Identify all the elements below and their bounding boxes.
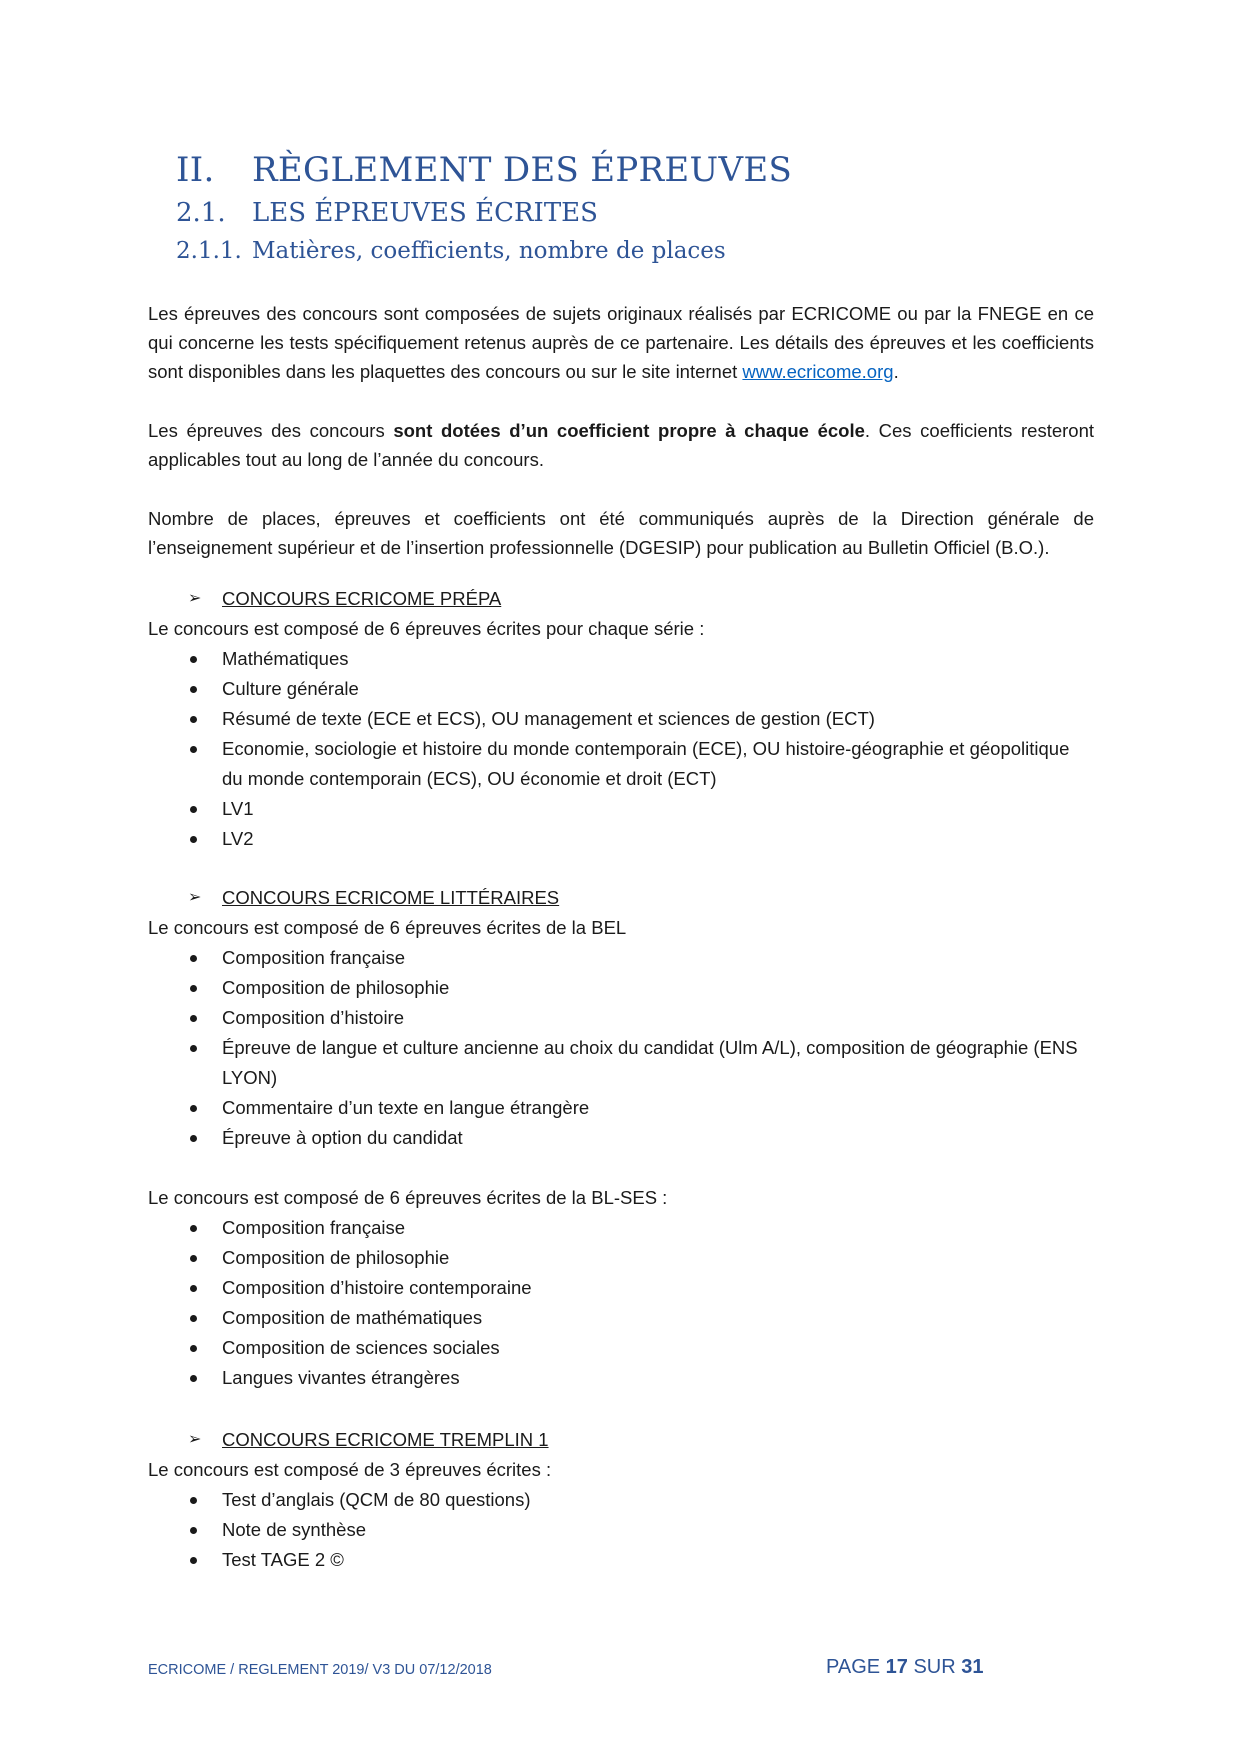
heading-level-2 [176, 198, 598, 228]
bullet-icon [190, 1255, 197, 1262]
list-item-text: Economie, sociologie et histoire du monde contemporain (ECE), OU histoire-géographie et géopolitique du monde contemporain (ECS), OU économie et droit (ECT) [222, 738, 1070, 789]
bullet-icon [190, 746, 197, 753]
list-item [148, 644, 1094, 674]
section-prepa [148, 584, 1094, 854]
paragraph-end: . [893, 361, 899, 382]
bullet-icon [190, 1015, 197, 1022]
section-tremplin [148, 1425, 1094, 1575]
list-item [148, 1545, 1094, 1575]
list-item [148, 1303, 1094, 1333]
list-item-text: Composition de sciences sociales [222, 1337, 500, 1358]
list-item [148, 943, 1094, 973]
arrow-bullet-icon: ➢ [188, 1431, 202, 1448]
paragraph-bold-text: sont dotées d’un coefficient propre à chaque école [393, 420, 865, 441]
arrow-bullet-icon: ➢ [188, 889, 202, 906]
footer-document-ref: ECRICOME / REGLEMENT 2019/ V3 DU 07/12/2018 [148, 1662, 492, 1678]
heading-number: 2.1.1. [176, 238, 242, 264]
list-item [148, 734, 1094, 794]
bullet-icon [190, 1045, 197, 1052]
total-pages: 31 [961, 1656, 984, 1678]
list-item-text: Composition d’histoire [222, 1007, 405, 1028]
section-intro: Le concours est composé de 3 épreuves écrites : [148, 1459, 552, 1480]
heading-number: 2.1. [176, 198, 226, 228]
list-item [148, 1033, 1094, 1093]
exam-list [148, 1485, 1094, 1575]
bullet-icon [190, 806, 197, 813]
heading-text: Matières, coefficients, nombre de places [252, 238, 726, 264]
list-item-text: Mathématiques [222, 648, 349, 669]
section-intro: Le concours est composé de 6 épreuves écrites de la BL-SES : [148, 1187, 668, 1208]
paragraph-coefficients [148, 416, 1094, 474]
list-item-text: Note de synthèse [222, 1519, 366, 1540]
heading-text: RÈGLEMENT DES ÉPREUVES [252, 150, 793, 190]
section-intro: Le concours est composé de 6 épreuves écrites pour chaque série : [148, 618, 705, 639]
paragraph-places: Nombre de places, épreuves et coefficients ont été communiqués auprès de la Direction générale de l’enseignement supérieur et de l’insertion professionnelle (DGESIP) pour publication au Bulletin Officiel (B.O.). [148, 508, 1094, 558]
list-item-text: Test d’anglais (QCM de 80 questions) [222, 1489, 531, 1510]
bullet-icon [190, 686, 197, 693]
bullet-icon [190, 1345, 197, 1352]
list-item [148, 1123, 1094, 1153]
section-intro: Le concours est composé de 6 épreuves écrites de la BEL [148, 917, 627, 938]
list-item [148, 1485, 1094, 1515]
list-item [148, 1213, 1094, 1243]
list-item [148, 1333, 1094, 1363]
bullet-icon [190, 1375, 197, 1382]
list-item [148, 1515, 1094, 1545]
list-item-text: Composition d’histoire contemporaine [222, 1277, 532, 1298]
section-bl-ses [148, 1183, 1094, 1393]
list-item [148, 973, 1094, 1003]
paragraph-text: Les épreuves des concours sont composées de sujets originaux réalisés par ECRICOME ou par la FNEGE en ce qui concerne les tests spécifiquement retenus auprès de ce partenaire. Les détails des épreuves et les coefficients sont disponibles dans les plaquettes des concours ou sur le site internet [148, 303, 1094, 382]
exam-list [148, 943, 1094, 1153]
bullet-icon [190, 1527, 197, 1534]
list-item-text: Composition de mathématiques [222, 1307, 483, 1328]
bullet-icon [190, 1315, 197, 1322]
section-heading [148, 584, 1094, 614]
list-item [148, 1093, 1094, 1123]
section-heading [148, 1425, 1094, 1455]
list-item [148, 704, 1094, 734]
list-item-text: LV2 [222, 828, 254, 849]
paragraph-text: . Ces coefficients resteront applicables tout au long de l’année du concours. [148, 420, 1094, 470]
arrow-bullet-icon: ➢ [188, 590, 202, 607]
section-title: CONCOURS ECRICOME TREMPLIN 1 [222, 1429, 549, 1450]
list-item [148, 1243, 1094, 1273]
bullet-icon [190, 1497, 197, 1504]
bullet-icon [190, 836, 197, 843]
list-item-text: Langues vivantes étrangères [222, 1367, 460, 1388]
list-item-text: Test TAGE 2 © [222, 1549, 344, 1570]
heading-level-1 [176, 150, 792, 190]
footer-page-number [826, 1656, 984, 1679]
bullet-icon [190, 1225, 197, 1232]
heading-level-3 [176, 238, 726, 264]
list-item [148, 1363, 1094, 1393]
list-item-text: Épreuve de langue et culture ancienne au choix du candidat (Ulm A/L), composition de géographie (ENS LYON) [222, 1037, 1078, 1088]
ecricome-website-link[interactable]: www.ecricome.org [742, 361, 894, 382]
list-item-text: Composition française [222, 947, 406, 968]
bullet-icon [190, 985, 197, 992]
sur-label: SUR [913, 1656, 956, 1678]
exam-list [148, 644, 1094, 854]
list-item [148, 824, 1094, 854]
list-item [148, 674, 1094, 704]
exam-list [148, 1213, 1094, 1393]
list-item-text: Composition de philosophie [222, 977, 450, 998]
current-page: 17 [885, 1656, 908, 1678]
paragraph-intro [148, 299, 1094, 386]
section-title: CONCOURS ECRICOME PRÉPA [222, 588, 502, 609]
heading-text: LES ÉPREUVES ÉCRITES [252, 198, 598, 228]
list-item-text: Composition française [222, 1217, 406, 1238]
bullet-icon [190, 1105, 197, 1112]
section-litteraires [148, 883, 1094, 1153]
list-item [148, 1003, 1094, 1033]
page-label: PAGE [826, 1656, 881, 1678]
heading-number: II. [176, 150, 215, 190]
paragraph-text: Les épreuves des concours [148, 420, 394, 441]
list-item-text: Épreuve à option du candidat [222, 1127, 463, 1148]
list-item-text: Composition de philosophie [222, 1247, 450, 1268]
list-item-text: Commentaire d’un texte en langue étrangère [222, 1097, 590, 1118]
list-item-text: Culture générale [222, 678, 359, 699]
section-title: CONCOURS ECRICOME LITTÉRAIRES [222, 887, 560, 908]
bullet-icon [190, 656, 197, 663]
bullet-icon [190, 955, 197, 962]
section-heading [148, 883, 1094, 913]
bullet-icon [190, 1135, 197, 1142]
list-item-text: LV1 [222, 798, 254, 819]
bullet-icon [190, 1557, 197, 1564]
bullet-icon [190, 716, 197, 723]
list-item [148, 794, 1094, 824]
bullet-icon [190, 1285, 197, 1292]
list-item-text: Résumé de texte (ECE et ECS), OU management et sciences de gestion (ECT) [222, 708, 875, 729]
list-item [148, 1273, 1094, 1303]
